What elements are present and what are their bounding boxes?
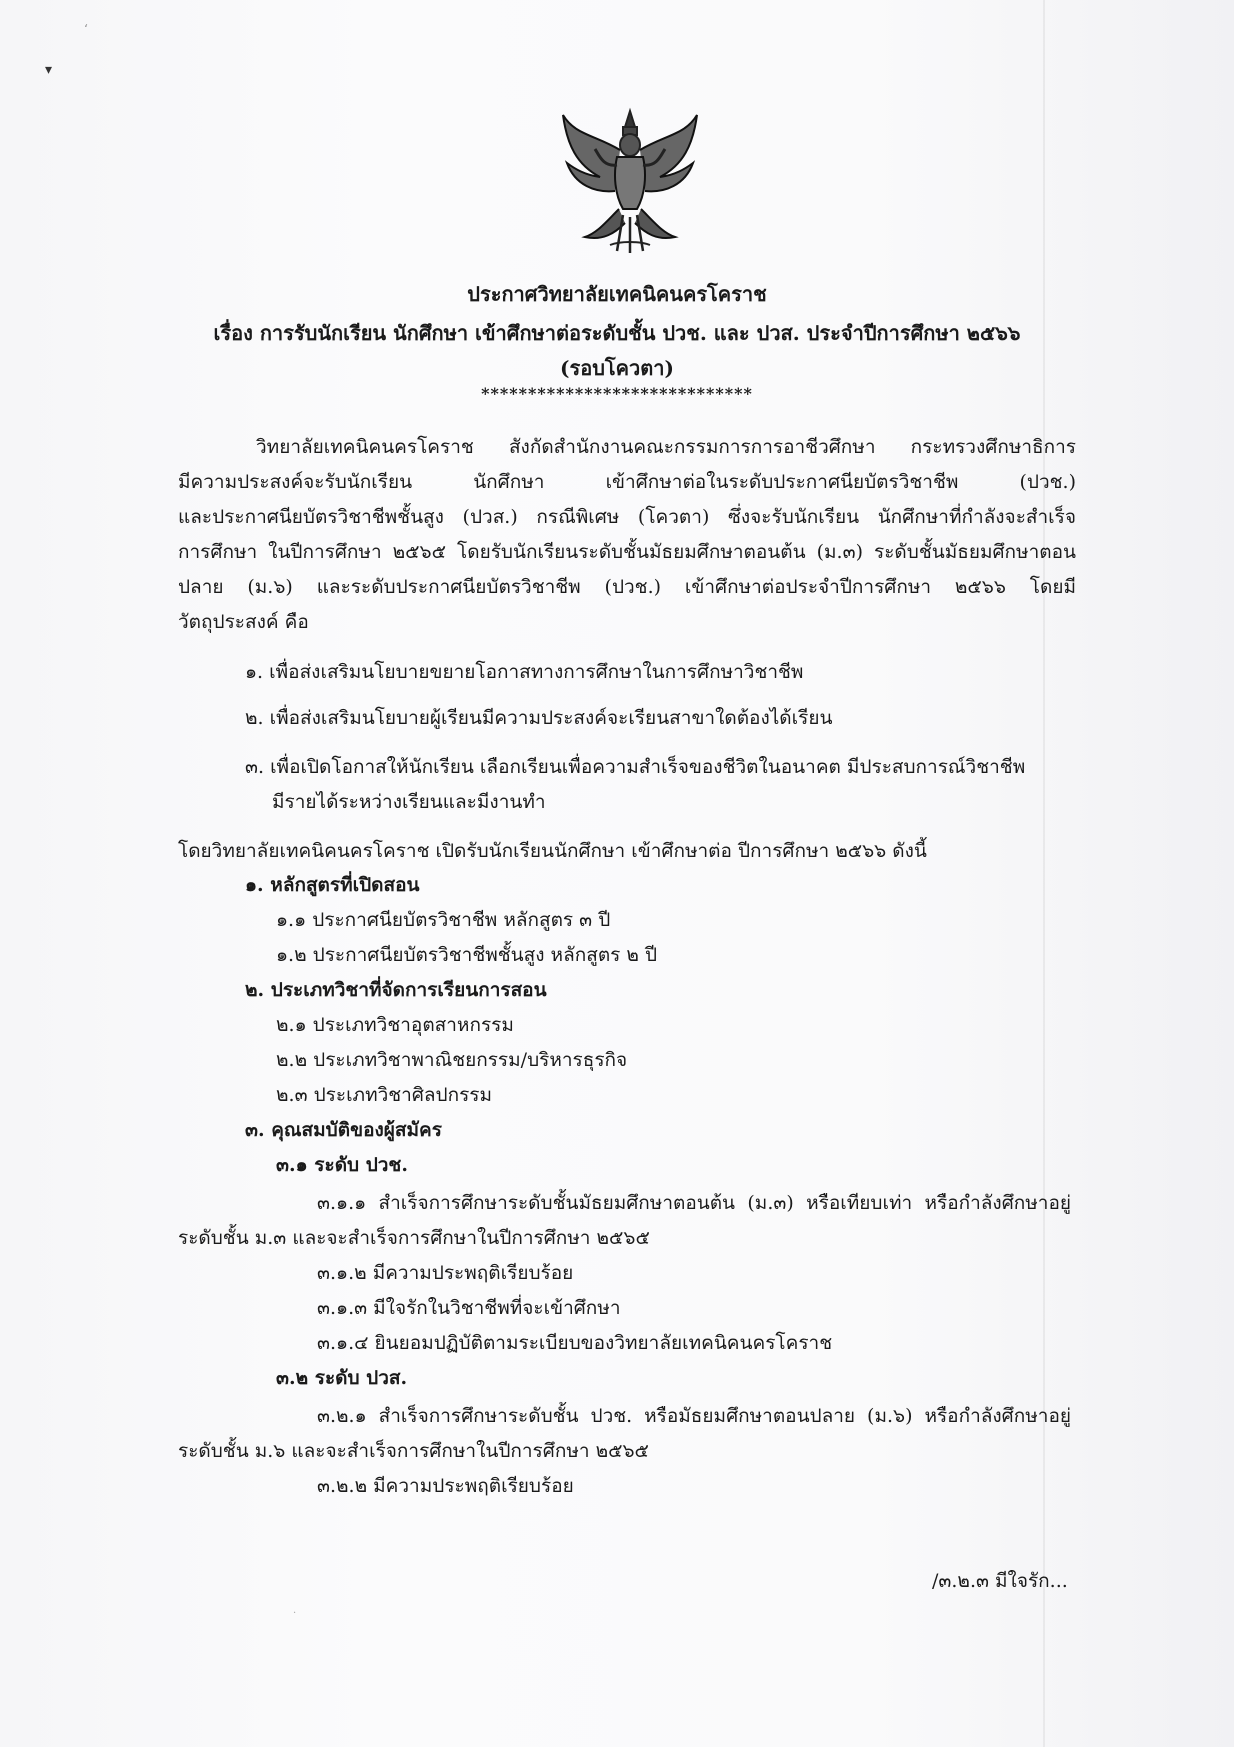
section-item: ๒.๓ ประเภทวิชาศิลปกรรม [276,1084,493,1106]
section-heading: ๓. คุณสมบัติของผู้สมัคร [245,1119,442,1141]
subsection-heading: ๓.๑ ระดับ ปวช. [276,1154,408,1176]
objective-item: ๒. เพื่อส่งเสริมนโยบายผู้เรียนมีความประสงค์จะเรียนสาขาใดต้องได้เรียน [245,707,833,729]
scan-edge [1043,0,1045,1747]
qualification-item: ๓.๑.๔ ยินยอมปฏิบัติตามระเบียบของวิทยาลัยเทคนิคนครโคราช [317,1332,833,1354]
section-item: ๒.๒ ประเภทวิชาพาณิชยกรรม/บริหารธุรกิจ [276,1049,628,1071]
section-heading: ๒. ประเภทวิชาที่จัดการเรียนการสอน [245,979,547,1001]
qualification-item: ๓.๒.๒ มีความประพฤติเรียบร้อย [317,1475,574,1497]
announcement-title: ประกาศวิทยาลัยเทคนิคนครโคราช [467,282,767,306]
intro-line: วัตถุประสงค์ คือ [178,611,309,633]
page-continuation: /๓.๒.๓ มีใจรัก... [932,1570,1068,1592]
scan-speck: ʻ [84,22,88,36]
qualification-item: ๓.๑.๑ สำเร็จการศึกษาระดับชั้นมัธยมศึกษาตอนต้น (ม.๓) หรือเทียบเท่า หรือกำลังศึกษาอยู่ [317,1192,1071,1214]
objective-item: ๓. เพื่อเปิดโอกาสให้นักเรียน เลือกเรียนเพื่อความสำเร็จของชีวิตในอนาคต มีประสบการณ์วิชาชีพ [245,756,1026,778]
intro-line: มีความประสงค์จะรับนักเรียน นักศึกษา เข้าศึกษาต่อในระดับประกาศนียบัตรวิชาชีพ (ปวช.) [178,471,1076,493]
scan-speck: · [293,1608,297,1619]
title-separator: ***************************** [481,384,753,403]
intro-line: และประกาศนียบัตรวิชาชีพชั้นสูง (ปวส.) กรณีพิเศษ (โควตา) ซึ่งจะรับนักเรียน นักศึกษาที่กำลังจะสำเร็จ [178,506,1076,528]
section-item: ๑.๑ ประกาศนียบัตรวิชาชีพ หลักสูตร ๓ ปี [276,909,611,931]
announcement-round: (รอบโควตา) [560,356,674,380]
qualification-item: ๓.๒.๑ สำเร็จการศึกษาระดับชั้น ปวช. หรือมัธยมศึกษาตอนปลาย (ม.๖) หรือกำลังศึกษาอยู่ [317,1405,1071,1427]
qualification-item-continued: ระดับชั้น ม.๖ และจะสำเร็จการศึกษาในปีการศึกษา ๒๕๖๕ [178,1440,649,1462]
opening-statement: โดยวิทยาลัยเทคนิคนครโคราช เปิดรับนักเรียนนักศึกษา เข้าศึกษาต่อ ปีการศึกษา ๒๕๖๖ ดังนี้ [178,840,927,862]
qualification-item-continued: ระดับชั้น ม.๓ และจะสำเร็จการศึกษาในปีการศึกษา ๒๕๖๕ [178,1227,650,1249]
objective-item: ๑. เพื่อส่งเสริมนโยบายขยายโอกาสทางการศึกษาในการศึกษาวิชาชีพ [245,661,804,683]
intro-line: วิทยาลัยเทคนิคนครโคราช สังกัดสำนักงานคณะกรรมการการอาชีวศึกษา กระทรวงศึกษาธิการ [256,436,1076,458]
announcement-subject: เรื่อง การรับนักเรียน นักศึกษา เข้าศึกษาต่อระดับชั้น ปวช. และ ปวส. ประจำปีการศึกษา ๒๕๖๖ [213,321,1021,345]
section-heading: ๑. หลักสูตรที่เปิดสอน [245,874,420,896]
section-item: ๑.๒ ประกาศนียบัตรวิชาชีพชั้นสูง หลักสูตร ๒ ปี [276,944,658,966]
objective-item-continued: มีรายได้ระหว่างเรียนและมีงานทำ [272,791,546,813]
intro-line: การศึกษา ในปีการศึกษา ๒๕๖๕ โดยรับนักเรียนระดับชั้นมัธยมศึกษาตอนต้น (ม.๓) ระดับชั้นมัธยมศึกษาตอน [178,541,1076,563]
scan-speck: ▾ [45,62,53,78]
intro-line: ปลาย (ม.๖) และระดับประกาศนียบัตรวิชาชีพ (ปวช.) เข้าศึกษาต่อประจำปีการศึกษา ๒๕๖๖ โดยมี [178,576,1076,598]
section-item: ๒.๑ ประเภทวิชาอุตสาหกรรม [276,1014,514,1036]
garuda-emblem-icon [555,105,705,255]
qualification-item: ๓.๑.๓ มีใจรักในวิชาชีพที่จะเข้าศึกษา [317,1297,621,1319]
subsection-heading: ๓.๒ ระดับ ปวส. [276,1367,408,1389]
qualification-item: ๓.๑.๒ มีความประพฤติเรียบร้อย [317,1262,574,1284]
